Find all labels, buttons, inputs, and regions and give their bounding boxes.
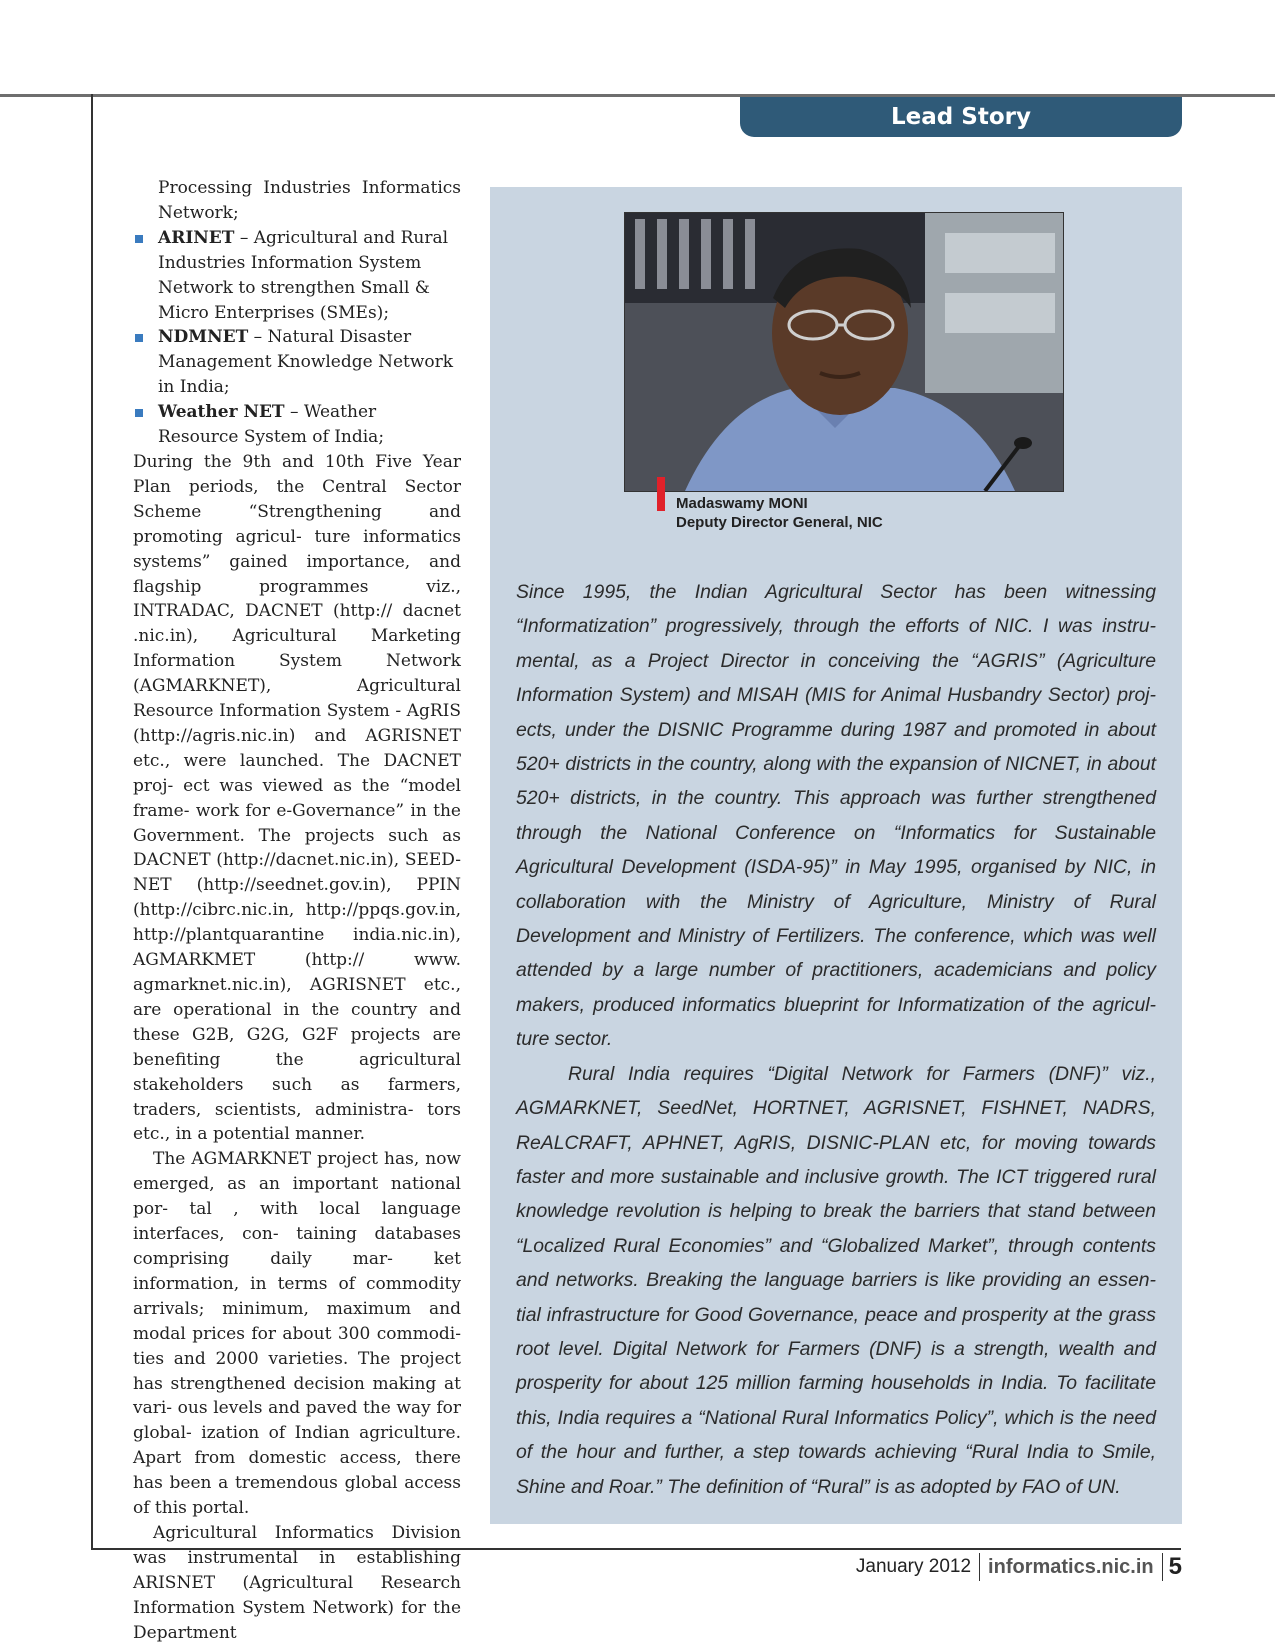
portrait-photo xyxy=(624,212,1064,492)
network-list xyxy=(133,226,461,450)
body-paragraph: The AGMARKNET project has, now emerged, as an important national por- tal , with local language interfaces, con- taining databases comprising daily mar- ket information, in terms of commodity arrivals; minimum, maximum and modal prices for about 300 commodi- ties and 2000 varieties. The project has strengthened decision making at vari- ous levels and paved the way for global- ization of Indian agriculture. Apart from domestic access, there has been a tremendous global access of this portal. xyxy=(133,1149,461,1519)
continued-text: Processing Industries Informatics Network; xyxy=(158,178,461,223)
quote-paragraph: Since 1995, the Indian Agricultural Sector has been witnessing “Informatization” progressively, through the efforts of NIC. I was instru- mental, as a Project Director in conceiving the “AGRIS” (Agriculture Information System) and MISAH (MIS for Animal Husbandry Sector) proj- ects, under the DISNIC Programme during 1987 and promoted in about 520+ districts in the country, along with the expansion of NICNET, in about 520+ districts, in the country. This approach was further strengthened through the National Conference on “Informatics for Sustainable Agricultural Development (ISDA-95)” in May 1995, organised by NIC, in collaboration with the Ministry of Agriculture, Ministry of Rural Development and Ministry of Fertilizers. The conference, which was well attended by a large number of practitioners, academicians and policy makers, produced informatics blueprint for Informatization of the agricul- ture sector. xyxy=(516,581,1156,1051)
photo-caption xyxy=(676,494,883,532)
quote-paragraph: Rural India requires “Digital Network for Farmers (DNF)” viz., AGMARKNET, SeedNet, HORTNET, AGRISNET, FISHNET, NADRS, ReALCRAFT, APHNET, AgRIS, DISNIC-PLAN etc, for moving towards faster and more sustainable and inclusive growth. The ICT triggered rural knowledge revolution is helping to break the barriers that stand between “Localized Rural Economies” and “Globalized Market”, through contents and networks. Breaking the language barriers is like providing an essen- tial infrastructure for Good Governance, peace and prosperity at the grass root level. Digital Network for Farmers (DNF) is a strength, wealth and prosperity for about 125 million farming households in India. To facilitate this, India requires a “National Rural Informatics Policy”, which is the need of the hour and further, a step towards achieving “Rural India to Smile, Shine and Roar.” The definition of “Rural” is as adopted by FAO of UN. xyxy=(516,1062,1156,1498)
list-term: Weather NET xyxy=(158,402,285,423)
issue-date: January 2012 xyxy=(855,1556,972,1577)
sidebar-quote xyxy=(516,575,1156,1504)
caption-name: Madaswamy MONI xyxy=(676,495,808,512)
list-item xyxy=(133,325,461,400)
list-item xyxy=(133,400,461,450)
list-item xyxy=(133,226,461,326)
caption-title: Deputy Director General, NIC xyxy=(676,514,883,531)
body-paragraph: Agricultural Informatics Division was instrumental in establishing ARISNET (Agricultural Research Information System Network) for the Department xyxy=(133,1522,461,1643)
page-number: 5 xyxy=(1168,1553,1182,1580)
left-margin-rule xyxy=(91,94,93,1550)
bullet-square-icon xyxy=(135,409,143,417)
page-footer xyxy=(856,1547,1182,1587)
list-text: – Natural Disaster Management Knowledge Network in India; xyxy=(158,327,454,398)
left-column xyxy=(133,176,461,1645)
portrait-image xyxy=(625,213,1063,491)
site-url: informatics.nic.in xyxy=(988,1555,1154,1578)
list-term: ARINET xyxy=(158,227,235,248)
list-text: – Weather Resource System of India; xyxy=(158,402,385,448)
section-tab: Lead Story xyxy=(740,97,1182,137)
bullet-square-icon xyxy=(135,334,143,342)
caption-accent-bar xyxy=(657,477,665,511)
bullet-square-icon xyxy=(135,235,143,243)
list-term: NDMNET xyxy=(158,327,249,348)
body-paragraph: During the 9th and 10th Five Year Plan periods, the Central Sector Scheme “Strengthening and promoting agricul- ture informatics systems” gained importance, and flagship programmes viz., INTRADAC, DACNET (http:// dacnet .nic.in), Agricultural Marketing Information System Network (AGMARKNET), Agricultural Resource Information System - AgRIS (http://agris.nic.in) and AGRISNET etc., were launched. The DACNET proj- ect was viewed as the “model frame- work for e-Governance” in the Government. The projects such as DACNET (http://dacnet.nic.in), SEED- NET (http://seednet.gov.in), PPIN (http://cibrc.nic.in, http://ppqs.gov.in, http://plantquarantine india.nic.in), AGMARKMET (http:// www. agmarknet.nic.in), AGRISNET etc., are operational in the country and these G2B, G2G, G2F projects are benefiting the agricultural stakeholders such as farmers, traders, scientists, administra- tors etc., in a potential manner. xyxy=(133,451,461,1145)
list-text: – Agricultural and Rural Industries Information System Network to strengthen Small & Micro Enterprises (SMEs); xyxy=(158,227,449,323)
